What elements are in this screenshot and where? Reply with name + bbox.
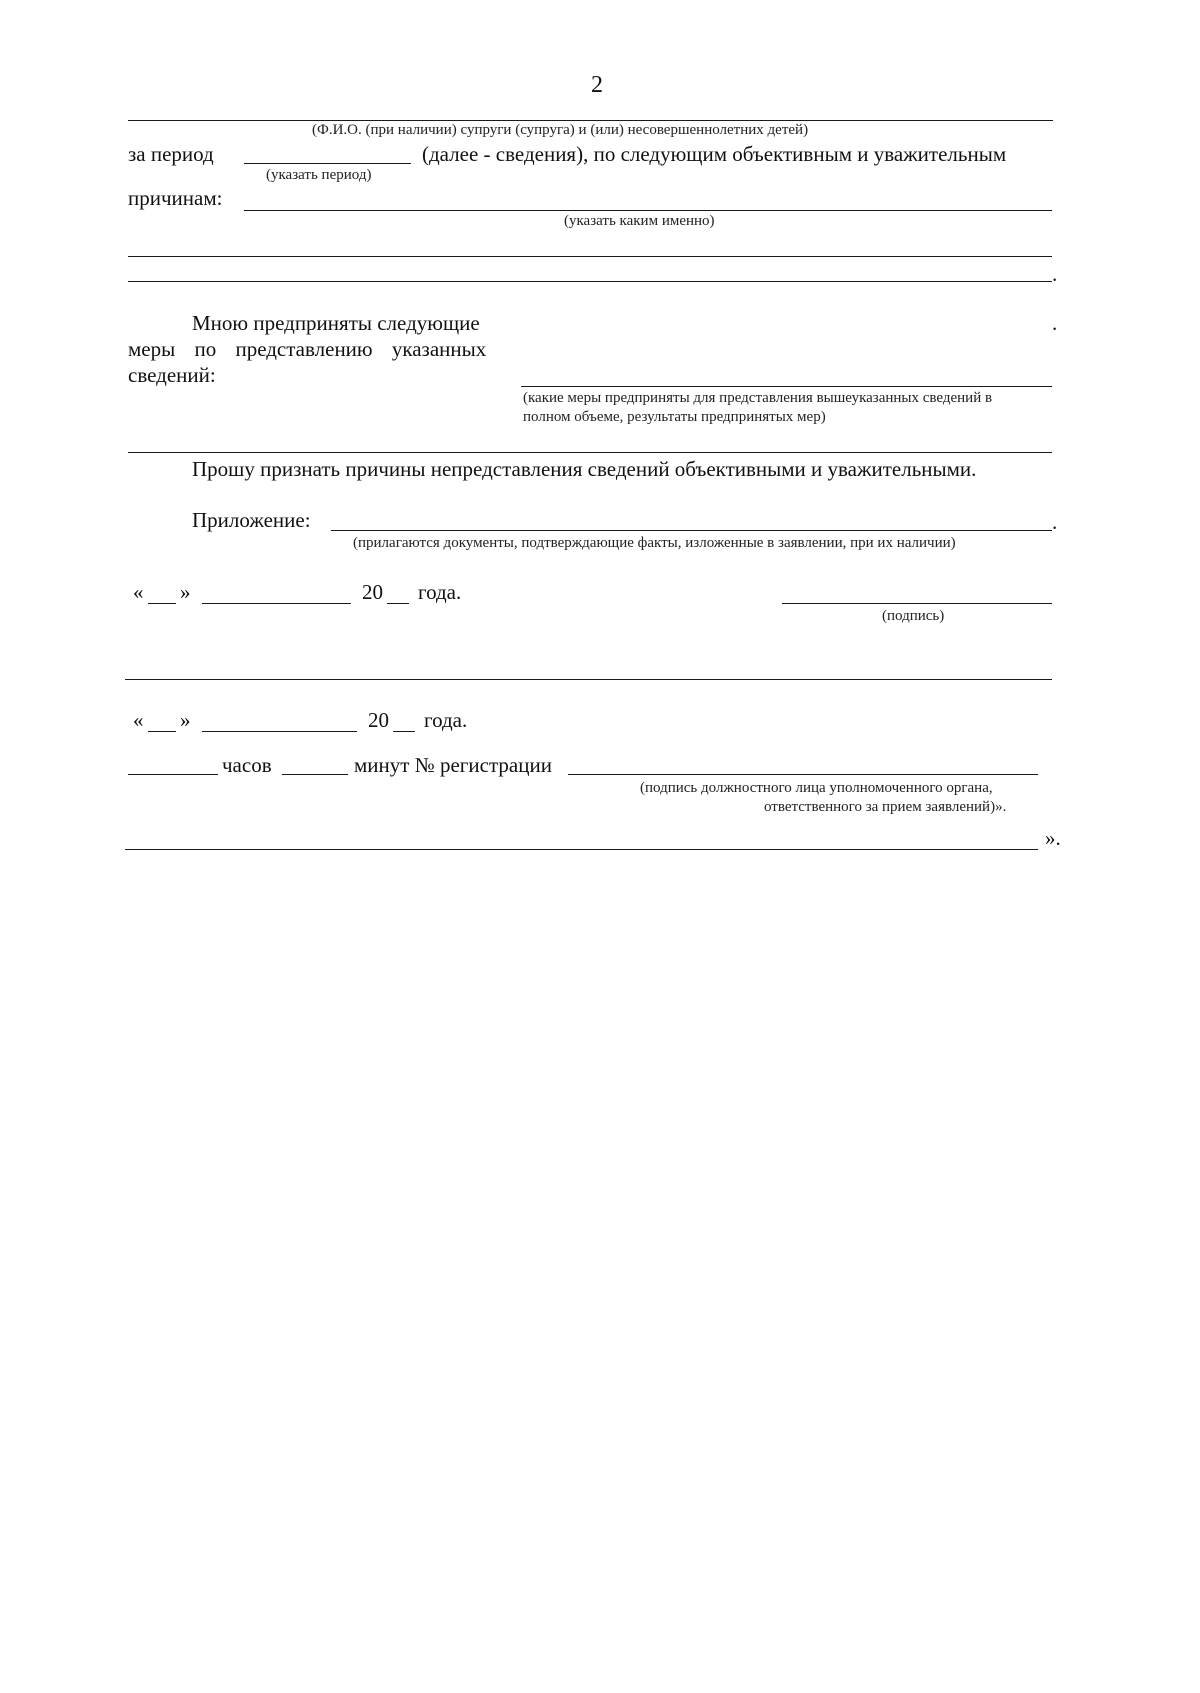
date2-year-prefix: 20 [368, 708, 389, 732]
hours-label: часов [222, 753, 272, 777]
date1-year-prefix: 20 [362, 580, 383, 604]
date1-close-quote: » [180, 580, 191, 604]
signature-caption: (подпись) [882, 608, 945, 624]
attachment-label: Приложение: [192, 508, 311, 532]
measures-caption-line-1: (какие меры предприняты для представления вышеуказанных сведений в [523, 390, 993, 406]
period-underline [244, 163, 411, 164]
date1-open-quote: « [133, 580, 144, 604]
date2-year-suffix: года. [424, 708, 468, 732]
section-separator [125, 679, 1052, 680]
date1-year-line [387, 603, 409, 604]
reasons-underline [244, 210, 1052, 211]
date2-year-line [393, 731, 415, 732]
attachment-caption: (прилагаются документы, подтверждающие факты, изложенные в заявлении, при их наличии) [353, 535, 956, 551]
period-label: за период [128, 142, 214, 166]
hours-line [128, 774, 218, 775]
date2-month-line [202, 731, 357, 732]
reasons-line-3 [128, 281, 1052, 282]
measures-end-dot: . [1052, 311, 1058, 335]
period-caption: (указать период) [266, 167, 372, 183]
request-text: Прошу признать причины непредставления сведений объективными и уважительными. [192, 457, 977, 481]
date1-month-line [202, 603, 351, 604]
official-caption-line-2: ответственного за прием заявлений)». [764, 799, 1007, 815]
date2-day-line [148, 731, 176, 732]
reasons-end-dot: . [1052, 262, 1058, 286]
attachment-end-dot: . [1052, 510, 1058, 534]
measures-line-2: меры по представлению указанных [128, 337, 487, 361]
registration-line [568, 774, 1038, 775]
date2-close-quote: » [180, 708, 191, 732]
final-line [125, 849, 1038, 850]
reasons-label: причинам: [128, 186, 223, 210]
period-continuation: (далее - сведения), по следующим объективным и уважительным [422, 142, 1007, 166]
page-number: 2 [591, 72, 603, 98]
measures-line-1: Мною предприняты следующие [192, 311, 480, 335]
reasons-caption: (указать каким именно) [564, 213, 715, 229]
minutes-line [282, 774, 348, 775]
date1-year-suffix: года. [418, 580, 462, 604]
date2-open-quote: « [133, 708, 144, 732]
attachment-underline [331, 530, 1052, 531]
measures-caption-line-2: полном объеме, результаты предпринятых мер) [523, 409, 826, 425]
date1-day-line [148, 603, 176, 604]
fio-underline [128, 120, 1053, 121]
measures-line-3: сведений: [128, 363, 216, 387]
measures-underline [521, 386, 1052, 387]
signature-underline [782, 603, 1052, 604]
official-caption-line-1: (подпись должностного лица уполномоченного органа, [640, 780, 993, 796]
final-closing: ». [1045, 826, 1061, 850]
minutes-label: минут № регистрации [354, 753, 552, 777]
fio-caption: (Ф.И.О. (при наличии) супруги (супруга) и (или) несовершеннолетних детей) [312, 122, 809, 138]
measures-line-end [128, 452, 1052, 453]
reasons-line-2 [128, 256, 1052, 257]
